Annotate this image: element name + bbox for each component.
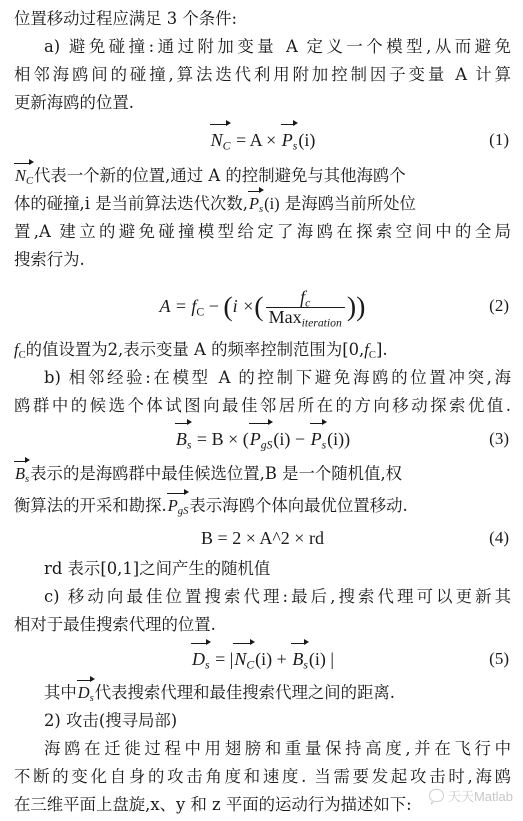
text-span: 是海鸥当前所处位 [284, 194, 416, 213]
equation-number: (2) [489, 296, 509, 315]
text-line [14, 191, 511, 217]
vector-symbol: $N_C$ [14, 163, 34, 189]
text-line: a) 避免碰撞:通过附加变量 A 定义一个模型,从而避免 [44, 37, 511, 56]
vector-symbol: $P_{gS}$ [167, 493, 190, 519]
equation-text: A = [159, 296, 192, 316]
equation-text: (i) [255, 649, 273, 669]
text-line [44, 680, 511, 706]
text-span: [0, [342, 340, 365, 359]
equation-4 [14, 522, 511, 554]
text-line: c) 移动向最佳位置搜索代理:最后,搜索代理可以更新其 [44, 587, 511, 606]
text-span: 其中 [44, 683, 77, 702]
paren: ( [223, 291, 233, 323]
text-span: (i) [264, 194, 280, 213]
text-line [14, 163, 511, 189]
section-heading: 2) 攻击(搜寻局部) [44, 711, 178, 730]
text-span: 代表搜索代理和最佳搜索代理之间的距离. [94, 683, 396, 702]
text-line: $f_C$的值设置为2,表示变量 A 的频率控制范围为$[0,f_C]$. [14, 340, 388, 362]
text-line: 鸥群中的候选个体试图向最佳邻居所在的方向移动探索优值. [14, 396, 511, 415]
equation-text: i × [232, 296, 255, 316]
symbol: f [364, 340, 369, 359]
vector-symbol: $B_s$ [291, 643, 309, 675]
equation-text: − [290, 429, 310, 449]
equation-number: (5) [489, 649, 509, 668]
text-line [14, 461, 511, 487]
paren: ) [356, 291, 366, 323]
text-line: 更新海鸥的位置. [14, 93, 134, 112]
watermark [429, 785, 513, 805]
equation-5 [14, 643, 511, 675]
equation-3 [14, 423, 511, 455]
text-line: 搜索行为. [14, 250, 85, 269]
equation-text: = B × ( [192, 429, 249, 449]
text-span: 衡算法的开采和勘探. [14, 496, 167, 515]
vector-symbol: $D_s$ [77, 680, 95, 706]
vector-symbol: $P_s$ [310, 423, 328, 455]
text-line: 不断的变化自身的攻击角度和速度. 当需要发起攻击时,海鸥 [14, 767, 511, 786]
text-span: 表示海鸥个体向最优位置移动. [189, 496, 408, 515]
text-span: 体的碰撞,i 是当前算法迭代次数, [14, 194, 248, 213]
equation-number: (3) [489, 429, 509, 448]
equation-text: (i) [298, 130, 316, 150]
equation-text: B = 2 × A^2 × rd [201, 528, 324, 548]
vector-symbol: $N_C$ [233, 643, 255, 675]
vector-symbol: $P_s$ [281, 124, 299, 156]
vector-symbol: $P_s$ [248, 191, 264, 217]
text-span: ]. [375, 340, 388, 359]
text-line: 海鸥在迁徙过程中用翅膀和重量保持高度,并在飞行中 [44, 739, 511, 758]
text-line: 相对于最佳搜索代理的位置. [14, 615, 216, 634]
text-line: b) 相邻经验:在模型 A 的控制下避免海鸥的位置冲突,海 [44, 368, 511, 387]
paren: ) [346, 291, 357, 323]
text-line: 置,A 建立的避免碰撞模型给定了海鸥在探索空间中的全局 [14, 222, 511, 241]
text-line [44, 556, 511, 582]
text-line: 位置移动过程应满足 3 个条件: [14, 9, 238, 28]
vector-symbol: $B_s$ [175, 423, 193, 455]
equation-text: + [272, 649, 292, 669]
equation-2: $A = f_C - (i$ ×( $\frac{f_c}{Max_{iteration}}$ )) (2) [14, 284, 511, 328]
equation-text: | [325, 649, 334, 669]
equation-text: (i) [308, 649, 326, 669]
equation-text: (i) [273, 429, 291, 449]
text-span: 代表一个新的位置,通过 A 的控制避免与其他海鸥个 [34, 166, 406, 185]
equation-number: (1) [489, 130, 509, 149]
equation-text: f [191, 296, 197, 316]
equation-text: (i)) [327, 429, 351, 449]
text-span: [0,1] [100, 559, 140, 578]
watermark-text: 天天Matlab [447, 788, 513, 804]
equation-text: = | [210, 649, 234, 669]
text-span: rd 表示 [44, 559, 101, 578]
symbol: f [14, 340, 19, 359]
paren: ( [254, 291, 264, 323]
text-line: 在三维平面上盘旋,x、y 和 z 平面的运动行为描述如下: [14, 795, 412, 814]
vector-symbol: $N_C$ [210, 124, 232, 156]
equation-1 [14, 124, 511, 156]
text-span: 的值设置为2,表示变量 A 的频率控制范围为 [25, 340, 343, 359]
vector-symbol: $D_s$ [191, 643, 211, 675]
text-span: 表示的是海鸥群中最佳候选位置,B 是一个随机值,权 [30, 464, 403, 483]
wechat-icon [429, 789, 444, 802]
equation-number: (4) [489, 528, 509, 547]
text-line [14, 493, 511, 519]
fraction: $\frac{f_c}{Max_{iteration}}$ [266, 288, 345, 327]
text-span: 之间产生的随机值 [139, 559, 271, 578]
equation-text: − [204, 296, 224, 316]
vector-symbol: $B_s$ [14, 461, 30, 487]
equation-text: = A × [231, 130, 281, 150]
vector-symbol: $P_{gS}$ [249, 423, 274, 455]
text-line: 相邻海鸥间的碰撞,算法迭代利用附加控制因子变量 A 计算 [14, 65, 511, 84]
